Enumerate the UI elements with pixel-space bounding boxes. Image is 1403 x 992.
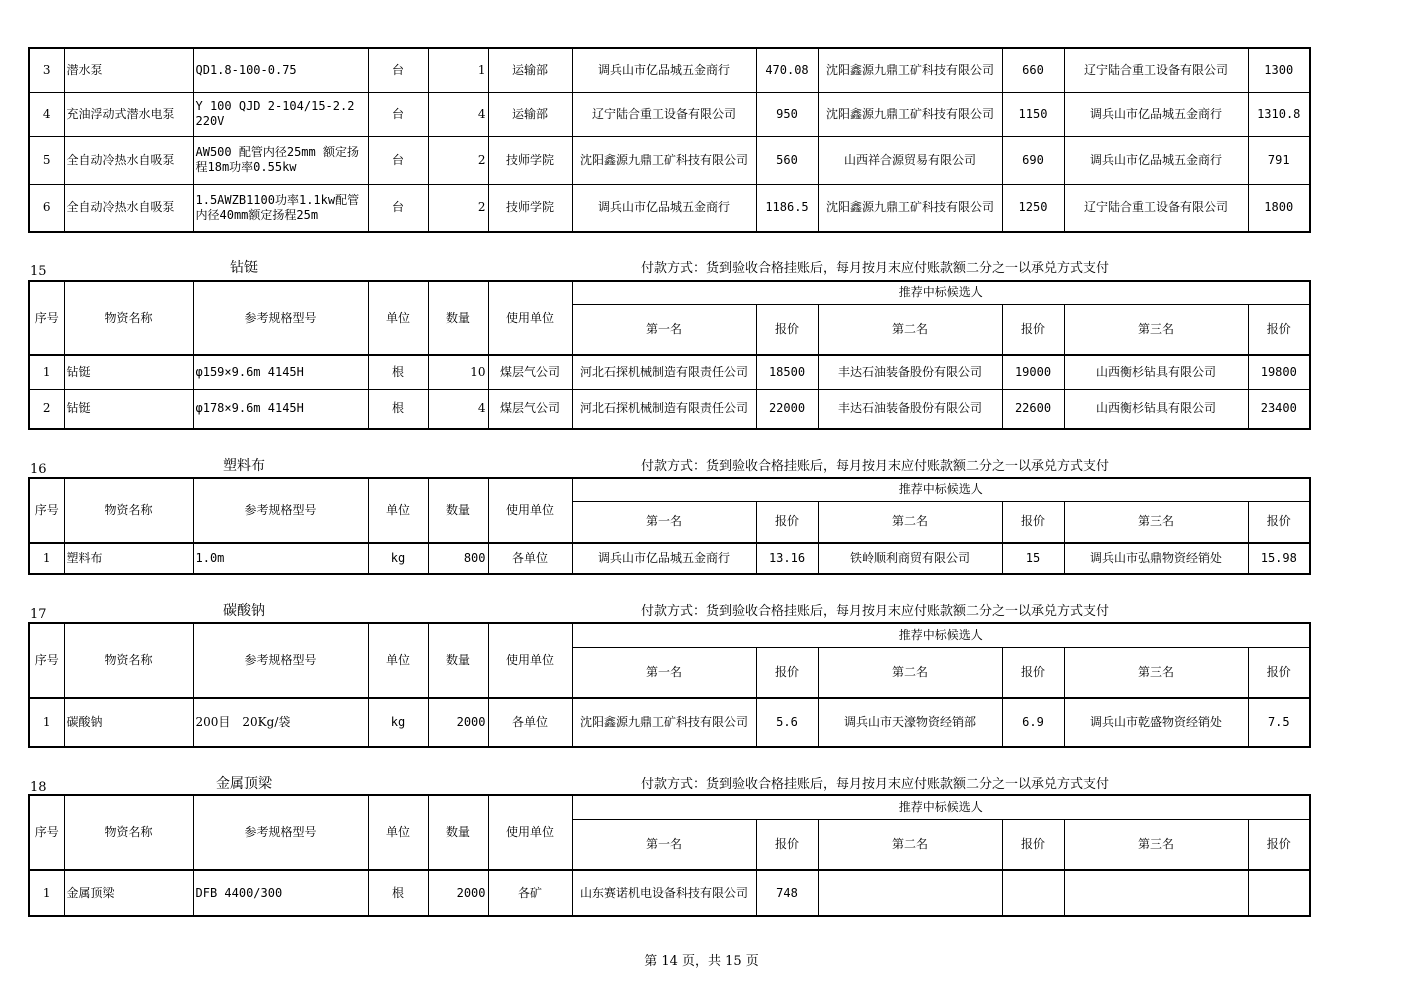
header-qty: 数量	[428, 795, 488, 870]
header-unit: 单位	[368, 281, 428, 355]
table-row: 1 金属顶梁 DFB 4400/300 根 2000 各矿 山东赛诺机电设备科技有限公司 748	[29, 870, 1310, 916]
header-recommend: 推荐中标候选人	[572, 478, 1310, 501]
table-row: 5 全自动冷热水自吸泵 AW500 配管内径25mm 额定扬程18m功率0.55kw 台 2 技师学院 沈阳鑫源九鼎工矿科技有限公司 560 山西祥合源贸易有限公司 690 调兵山市亿品城五金商行 791	[29, 136, 1310, 184]
table-row: 2 钻铤 φ178×9.6m 4145H 根 4 煤层气公司 河北石探机械制造有限责任公司 22000 丰达石油装备股份有限公司 22600 山西衡杉钻具有限公司 23400	[29, 389, 1310, 429]
header-name: 物资名称	[64, 795, 193, 870]
header-spec: 参考规格型号	[193, 478, 368, 543]
header-row	[29, 623, 1310, 647]
header-recommend: 推荐中标候选人	[572, 623, 1310, 647]
header-dept: 使用单位	[488, 281, 572, 355]
payment-terms: 付款方式：货到验收合格挂账后，每月按月末应付账款额二分之一以承兑方式支付	[641, 459, 1110, 474]
header-seq: 序号	[29, 623, 64, 698]
header-spec: 参考规格型号	[193, 795, 368, 870]
header-spec: 参考规格型号	[193, 281, 368, 355]
header-row: 第一名 报价 第二名 报价 第三名 报价	[29, 647, 1310, 698]
page-footer: 第 14 页，共 15 页	[644, 954, 759, 969]
continuation-table	[28, 47, 1311, 233]
section-number: 18	[30, 780, 47, 795]
header-seq: 序号	[29, 281, 64, 355]
section-number: 17	[30, 607, 47, 622]
header-spec: 参考规格型号	[193, 623, 368, 698]
section-title: 塑料布	[223, 458, 265, 474]
section-table	[28, 280, 1311, 430]
header-name: 物资名称	[64, 478, 193, 543]
section-number: 16	[30, 462, 47, 477]
header-dept: 使用单位	[488, 623, 572, 698]
header-row: 第一名 报价 第二名 报价 第三名 报价	[29, 501, 1310, 543]
table-row: 3 潜水泵 QD1.8-100-0.75 台 1 运输部 调兵山市亿品城五金商行 470.08 沈阳鑫源九鼎工矿科技有限公司 660 辽宁陆合重工设备有限公司 1300	[29, 48, 1310, 92]
header-seq: 序号	[29, 478, 64, 543]
section-table	[28, 794, 1311, 917]
header-unit: 单位	[368, 623, 428, 698]
header-unit: 单位	[368, 478, 428, 543]
header-qty: 数量	[428, 623, 488, 698]
section-title: 碳酸钠	[223, 603, 265, 619]
header-recommend: 推荐中标候选人	[572, 281, 1310, 304]
table-row: 6 全自动冷热水自吸泵 1.5AWZB1100功率1.1kw配管内径40mm额定扬程25m 台 2 技师学院 调兵山市亿品城五金商行 1186.5 沈阳鑫源九鼎工矿科技有限公司 1250 辽宁陆合重工设备有限公司 1800	[29, 184, 1310, 232]
table-row: 1 钻铤 φ159×9.6m 4145H 根 10 煤层气公司 河北石探机械制造有限责任公司 18500 丰达石油装备股份有限公司 19000 山西衡杉钻具有限公司 19800	[29, 355, 1310, 389]
table-row: 1 碳酸钠 200目 20Kg/袋 kg 2000 各单位 沈阳鑫源九鼎工矿科技有限公司 5.6 调兵山市天濠物资经销部 6.9 调兵山市乾盛物资经销处 7.5	[29, 698, 1310, 747]
header-row: 第一名 报价 第二名 报价 第三名 报价	[29, 819, 1310, 870]
payment-terms: 付款方式：货到验收合格挂账后，每月按月末应付账款额二分之一以承兑方式支付	[641, 261, 1110, 276]
section-title: 钻铤	[230, 260, 258, 276]
header-qty: 数量	[428, 478, 488, 543]
header-row	[29, 281, 1310, 304]
header-name: 物资名称	[64, 281, 193, 355]
header-row	[29, 795, 1310, 819]
header-row: 第一名 报价 第二名 报价 第三名 报价	[29, 304, 1310, 355]
payment-terms: 付款方式：货到验收合格挂账后，每月按月末应付账款额二分之一以承兑方式支付	[641, 777, 1110, 792]
section-table	[28, 477, 1311, 575]
header-unit: 单位	[368, 795, 428, 870]
header-name: 物资名称	[64, 623, 193, 698]
header-row	[29, 478, 1310, 501]
header-dept: 使用单位	[488, 795, 572, 870]
header-dept: 使用单位	[488, 478, 572, 543]
table-row: 4 充油浮动式潜水电泵 Y 100 QJD 2-104/15-2.2 220V 台 4 运输部 辽宁陆合重工设备有限公司 950 沈阳鑫源九鼎工矿科技有限公司 1150 调兵山市亿品城五金商行 1310.8	[29, 92, 1310, 136]
header-recommend: 推荐中标候选人	[572, 795, 1310, 819]
header-qty: 数量	[428, 281, 488, 355]
header-seq: 序号	[29, 795, 64, 870]
section-title: 金属顶梁	[216, 776, 272, 792]
table-row: 1 塑料布 1.0m kg 800 各单位 调兵山市亿品城五金商行 13.16 铁岭顺利商贸有限公司 15 调兵山市弘鼎物资经销处 15.98	[29, 543, 1310, 574]
payment-terms: 付款方式：货到验收合格挂账后，每月按月末应付账款额二分之一以承兑方式支付	[641, 604, 1110, 619]
section-number: 15	[30, 264, 47, 279]
section-table	[28, 622, 1311, 748]
